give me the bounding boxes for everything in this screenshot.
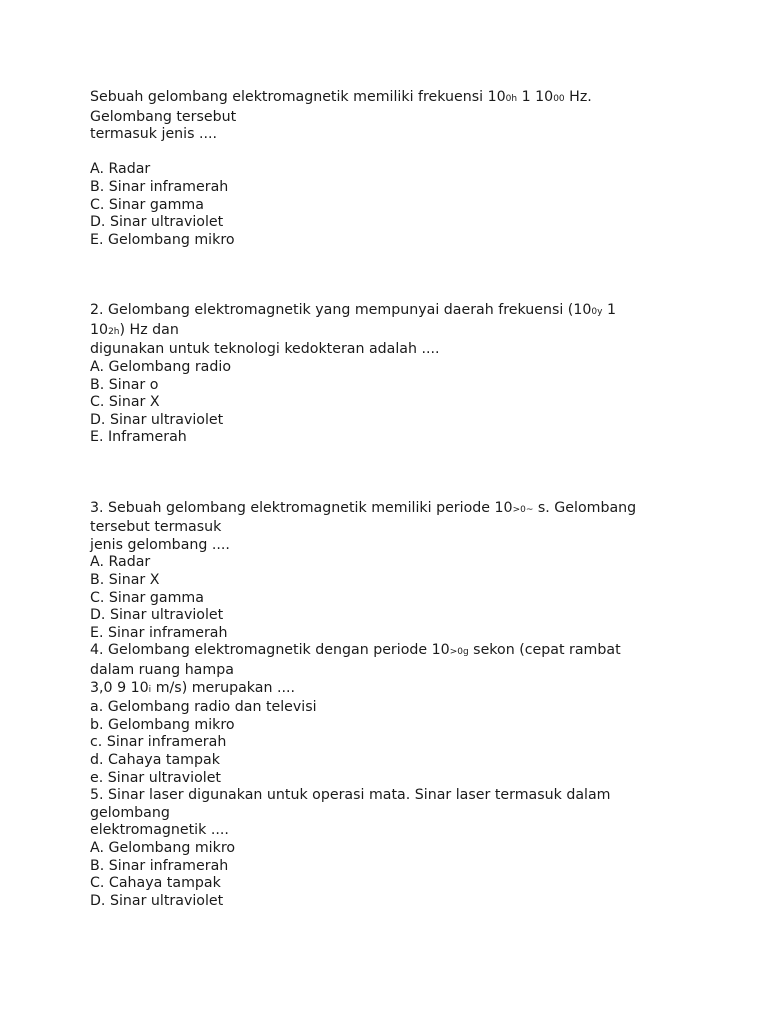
question-2-stem-line-3: digunakan untuk teknologi kedokteran adalah ....: [90, 341, 440, 358]
question-4-option-c: c. Sinar inframerah: [90, 734, 227, 751]
question-4-speed-value: 3,0 9 10: [90, 679, 149, 696]
question-4-exponent: >0g: [449, 647, 469, 658]
question-1-stem-line-3: termasuk jenis ....: [90, 126, 218, 143]
question-3: [90, 500, 710, 643]
question-5-option-c: C. Cahaya tampak: [90, 875, 221, 892]
question-2-stem-line-2: [90, 322, 710, 342]
question-2-option-a: A. Gelombang radio: [90, 358, 232, 375]
question-3-option-d: D. Sinar ultraviolet: [90, 607, 224, 624]
question-4-option-a: a. Gelombang radio dan televisi: [90, 699, 317, 716]
question-2-stem-text: 2. Gelombang elektromagnetik yang mempunyai daerah frekuensi (10: [90, 302, 592, 319]
question-4-option-e: e. Sinar ultraviolet: [90, 769, 221, 786]
question-1-stem-line-1: [90, 89, 710, 109]
question-2-option-b: B. Sinar o: [90, 376, 159, 393]
question-4: [90, 642, 710, 787]
spacer: [90, 464, 710, 482]
question-5-option-b: B. Sinar inframerah: [90, 857, 229, 874]
question-3-stem-line-3: jenis gelombang ....: [90, 536, 230, 553]
question-5-stem-line-3: elektromagnetik ....: [90, 822, 229, 839]
question-1-stem-text-mid: 1 10: [517, 89, 554, 105]
question-2: [90, 302, 710, 447]
question-3-option-c: C. Sinar gamma: [90, 589, 204, 606]
question-1-stem-text: Sebuah gelombang elektromagnetik memiliki frekuensi 10: [90, 89, 506, 105]
question-3-stem-text: 3. Sebuah gelombang elektromagnetik memiliki periode 10: [90, 499, 513, 516]
question-1-stem-line-2: Gelombang tersebut: [90, 108, 237, 125]
question-4-option-b: b. Gelombang mikro: [90, 716, 235, 733]
question-5-option-a: A. Gelombang mikro: [90, 839, 236, 856]
question-4-stem-unit: m/s) merupakan ....: [151, 679, 296, 696]
question-2-exponent-2: 2h: [108, 326, 120, 337]
question-4-option-d: d. Cahaya tampak: [90, 751, 220, 768]
question-1-option-b: B. Sinar inframerah: [90, 178, 229, 195]
question-2-option-d: D. Sinar ultraviolet: [90, 411, 224, 428]
spacer: [90, 144, 710, 162]
question-3-stem-text-end: s. Gelombang: [533, 499, 637, 516]
spacer: [90, 249, 710, 267]
spacer: [90, 285, 710, 303]
question-1-option-e: E. Gelombang mikro: [90, 231, 235, 248]
spacer: [90, 267, 710, 285]
question-2-stem-base: 10: [90, 321, 109, 338]
question-1-option-d: D. Sinar ultraviolet: [90, 214, 224, 231]
question-1-option-c: C. Sinar gamma: [90, 196, 204, 213]
question-4-stem-line-2: dalam ruang hampa: [90, 662, 234, 678]
question-3-stem-line-1: [90, 500, 710, 520]
question-4-speed-exponent: i: [148, 684, 152, 695]
question-5-option-d: D. Sinar ultraviolet: [90, 892, 224, 909]
question-1: [90, 89, 710, 249]
question-1-exponent-2: 00: [553, 94, 565, 104]
question-2-stem-text-end: 1: [602, 302, 616, 319]
question-4-stem-line-3: [90, 680, 710, 700]
document-body: [90, 89, 710, 910]
question-5-stem-line-1: 5. Sinar laser digunakan untuk operasi mata. Sinar laser termasuk dalam: [90, 787, 611, 804]
question-1-option-a: A. Radar: [90, 161, 151, 178]
question-3-exponent: >0~: [512, 504, 534, 515]
question-1-stem-unit: Hz.: [564, 89, 592, 105]
question-2-stem-line-1: [90, 302, 710, 322]
question-3-option-b: B. Sinar X: [90, 572, 160, 589]
question-3-option-e: E. Sinar inframerah: [90, 624, 228, 641]
question-3-stem-line-2: tersebut termasuk: [90, 519, 222, 536]
question-4-stem-text: 4. Gelombang elektromagnetik dengan periode 10: [90, 642, 450, 659]
question-4-stem-text-end: sekon (cepat rambat: [468, 642, 621, 659]
spacer: [90, 482, 710, 500]
spacer: [90, 447, 710, 465]
question-2-exponent-1: 0y: [591, 307, 603, 318]
question-1-exponent-1: 0h: [505, 94, 518, 104]
question-5-stem-line-2: gelombang: [90, 804, 170, 821]
question-2-stem-unit: ) Hz dan: [119, 321, 179, 338]
question-4-stem-line-1: [90, 642, 710, 662]
question-3-option-a: A. Radar: [90, 554, 151, 571]
question-2-option-e: E. Inframerah: [90, 429, 187, 446]
question-2-option-c: C. Sinar X: [90, 394, 160, 411]
question-5: [90, 787, 710, 910]
